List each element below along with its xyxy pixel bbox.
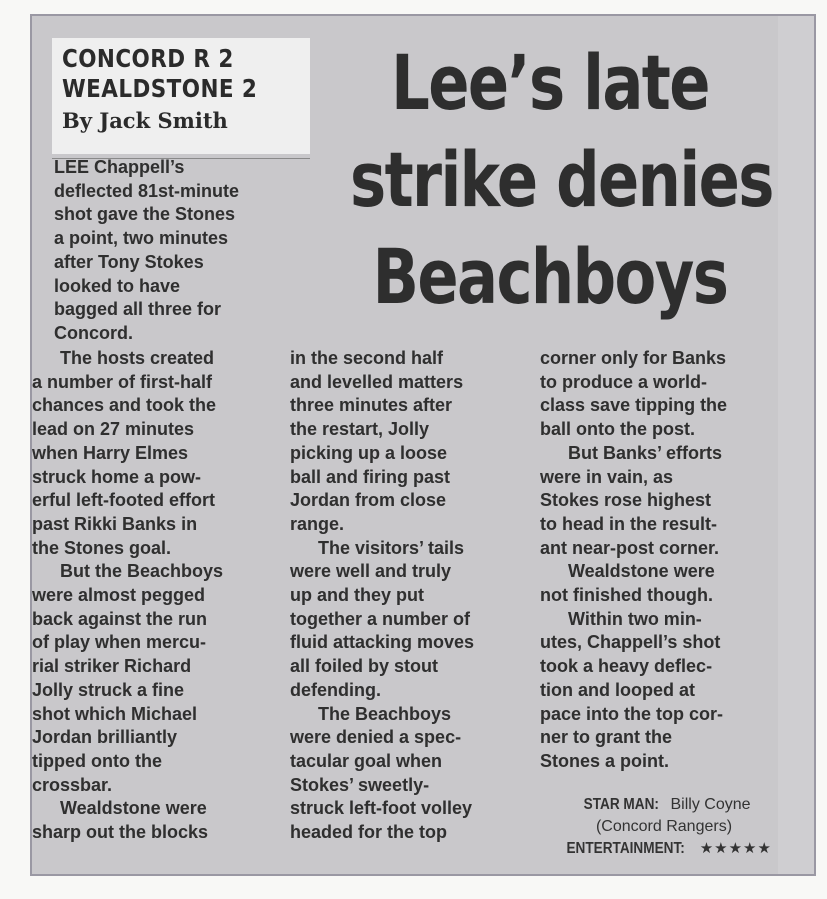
star-man-name: Billy Coyne xyxy=(670,796,751,813)
text-line: utes, Chappell’s shot xyxy=(540,632,721,653)
text-line: class save tipping the xyxy=(540,395,728,416)
text-line: fluid attacking moves xyxy=(290,632,475,653)
star-man-club: (Concord Rangers) xyxy=(595,818,733,835)
text-line: sharp out the blocks xyxy=(32,822,209,843)
text-line: Wealdstone were xyxy=(60,798,207,819)
text-line: together a number of xyxy=(290,608,471,629)
text-line: back against the run xyxy=(32,608,208,629)
text-line: erful left-footed effort xyxy=(32,490,215,511)
text-line: struck left-foot volley xyxy=(290,798,473,819)
text-line: tacular goal when xyxy=(290,750,443,771)
text-line: The hosts created xyxy=(60,348,215,368)
headline-line: Lee’s late xyxy=(391,38,709,127)
text-line: were in vain, as xyxy=(540,466,674,487)
text-line: tipped onto the xyxy=(32,750,162,771)
text-line: Jordan brilliantly xyxy=(32,727,178,748)
text-line: ball and firing past xyxy=(290,466,451,487)
text-line: struck home a pow- xyxy=(32,466,202,487)
text-line: Stones a point. xyxy=(540,750,670,771)
text-line: pace into the top cor- xyxy=(540,703,724,724)
home-score: CONCORD R 2 xyxy=(62,44,234,73)
match-ratings xyxy=(540,794,788,860)
text-line: lead on 27 minutes xyxy=(32,419,195,440)
text-line: when Harry Elmes xyxy=(32,442,189,463)
text-line: rial striker Richard xyxy=(32,656,192,677)
away-score: WEALDSTONE 2 xyxy=(62,74,258,103)
intro-paragraph xyxy=(54,156,299,346)
text-line: The visitors’ tails xyxy=(318,537,465,558)
text-line: The Beachboys xyxy=(318,703,452,724)
column-2 xyxy=(290,347,532,845)
text-line: took a heavy deflec- xyxy=(540,656,713,677)
text-line: not finished though. xyxy=(540,585,713,606)
text-line: in the second half xyxy=(290,348,444,368)
text-line: Jolly struck a fine xyxy=(32,679,185,700)
author-byline: By Jack Smith xyxy=(62,108,228,133)
text-line: corner only for Banks xyxy=(540,348,727,368)
star-man-label: STAR MAN: xyxy=(584,796,660,813)
text-line: were denied a spec- xyxy=(290,727,462,748)
text-line: But Banks’ efforts xyxy=(568,442,723,463)
headline xyxy=(300,34,800,325)
text-line: Concord. xyxy=(54,322,133,343)
text-line: shot which Michael xyxy=(32,703,198,724)
headline-line: Beachboys xyxy=(372,232,728,321)
text-line: were well and truly xyxy=(290,561,452,582)
text-line: a number of first-half xyxy=(32,371,213,392)
headline-line: strike denies xyxy=(350,135,773,224)
text-line: Stokes rose highest xyxy=(540,490,712,511)
text-line: Within two min- xyxy=(568,608,702,629)
text-line: all foiled by stout xyxy=(290,656,439,677)
text-line: were almost pegged xyxy=(32,585,206,606)
column-1 xyxy=(32,347,284,845)
text-line: to produce a world- xyxy=(540,371,708,392)
text-line: range. xyxy=(290,513,345,534)
text-line: ball onto the post. xyxy=(540,419,695,440)
entertainment-rating: ★★★★★ xyxy=(699,840,772,857)
text-line: the Stones goal. xyxy=(32,537,172,558)
text-line: past Rikki Banks in xyxy=(32,513,198,534)
text-line: of play when mercu- xyxy=(32,632,207,653)
text-line: defending. xyxy=(290,679,381,700)
text-line: LEE Chappell’s xyxy=(54,157,185,177)
text-line: three minutes after xyxy=(290,395,453,416)
score-byline-box xyxy=(52,38,310,154)
text-line: But the Beachboys xyxy=(60,561,224,582)
text-line: ant near-post corner. xyxy=(540,537,720,558)
text-line: and levelled matters xyxy=(290,371,464,392)
text-line: tion and looped at xyxy=(540,679,695,700)
text-line: shot gave the Stones xyxy=(54,204,236,225)
text-line: deflected 81st-minute xyxy=(54,180,240,201)
text-line: a point, two minutes xyxy=(54,228,228,249)
text-line: bagged all three for xyxy=(54,299,222,320)
entertainment-label: ENTERTAINMENT: xyxy=(566,840,685,857)
text-line: headed for the top xyxy=(290,822,447,843)
text-line: after Tony Stokes xyxy=(54,251,204,272)
text-line: ner to grant the xyxy=(540,727,673,748)
text-line: Jordan from close xyxy=(290,490,447,511)
text-line: looked to have xyxy=(54,275,181,296)
text-line: chances and took the xyxy=(32,395,217,416)
newspaper-clipping xyxy=(30,14,816,876)
text-line: picking up a loose xyxy=(290,442,448,463)
text-line: to head in the result- xyxy=(540,513,718,534)
text-line: crossbar. xyxy=(32,774,113,795)
column-3 xyxy=(540,347,788,774)
text-line: Stokes’ sweetly- xyxy=(290,774,430,795)
text-line: Wealdstone were xyxy=(568,561,715,582)
text-line: the restart, Jolly xyxy=(290,419,430,440)
text-line: up and they put xyxy=(290,585,424,606)
